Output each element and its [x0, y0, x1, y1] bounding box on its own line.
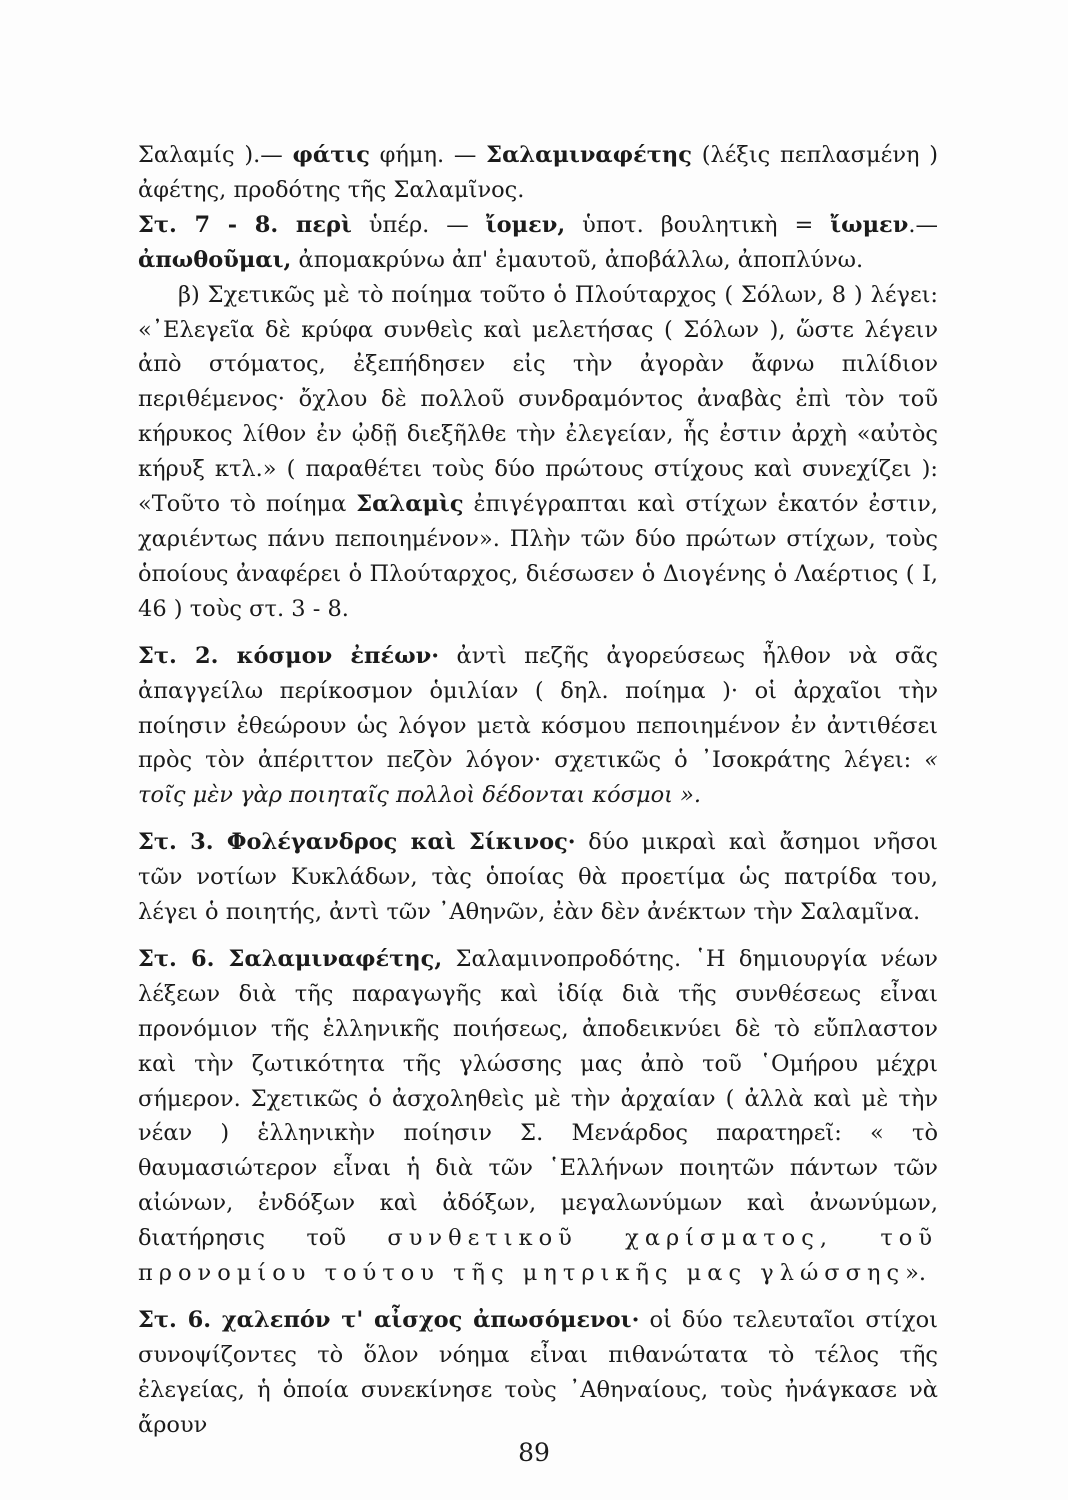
- paragraph-plutarch-note: [138, 278, 938, 627]
- bold-lemma: φάτις: [292, 142, 370, 168]
- text-run: ἀπομακρύνω ἀπ' ἐμαυτοῦ, ἀποβάλλω, ἀποπλύνω.: [291, 246, 864, 273]
- text-run: (λέξις πεπλασμένη ) ἀφέτης, προδότης τῆς Σαλαμῖνος.: [138, 142, 938, 203]
- bold-lemma: Σαλαμιναφέτης: [486, 142, 692, 168]
- italic-quote: « τοῖς μὲν γὰρ ποιηταῖς πολλοὶ δέδονται κόσμοι ».: [138, 747, 938, 809]
- bold-lemma: Στ. 6. Σαλαμιναφέτης,: [138, 945, 443, 972]
- bold-lemma: Στ. 7 - 8. περὶ: [138, 211, 352, 238]
- text-run: ὑποτ. βουλητικὴ =: [565, 211, 831, 238]
- paragraph-glossary-salamis: [138, 138, 938, 208]
- text-run: οἱ δύο τελευταῖοι στίχοι συνοψίζοντες τὸ ὅλον νόημα εἶναι πιθανώτατα τὸ τέλος τῆς ἐλεγείας, ἡ ὁποία συνεκίνησε τοὺς ᾿Αθηναίους, τοὺς ἠνάγκασε νὰ ἄρουν: [138, 1307, 938, 1438]
- text-run: Σαλαμινοπροδότης. ῾Η δημιουργία νέων λέξεων διὰ τῆς παραγωγῆς καὶ ἰδίᾳ διὰ τῆς συνθέσεως εἶναι προνόμιον τῆς ἑλληνικῆς ποιήσεως, ἀποδεικνύει δὲ τὸ εὔπλαστον καὶ τὴν ζωτικότητα τῆς γλώσσης μας ἀπὸ τοῦ ῾Ομήρου μέχρι σήμερον. Σχετικῶς ὁ ἀσχοληθεὶς μὲ τὴν ἀρχαίαν ( ἀλλὰ καὶ μὲ τὴν νέαν ) ἑλληνικὴν ποίησιν Σ. Μενάρδος παρατηρεῖ: « τὸ θαυμασιώτερον εἶναι ἡ διὰ τῶν ῾Ελλήνων ποιητῶν πάντων τῶν αἰώνων, ἐνδόξων καὶ ἀδόξων, μεγαλωνύμων καὶ ἀνωνύμων, διατήρησις τοῦ: [138, 945, 938, 1252]
- text-run: Σαλαμίς ).—: [138, 142, 293, 168]
- text-run: β) Σχετικῶς μὲ τὸ ποίημα τοῦτο ὁ Πλούταρχος ( Σόλων, 8 ) λέγει: «᾿Ελεγεῖα δὲ κρύφα συνθεὶς καὶ μελετήσας ( Σόλων ), ὥστε λέγειν ἀπὸ στόματος, ἐξεπήδησεν εἰς τὴν ἀγορὰν ἄφνω πιλίδιον περιθέμενος· ὄχλου δὲ πολλοῦ συνδραμόντος ἀναβὰς ἐπὶ τὸν τοῦ κήρυκος λίθον ἐν ᾠδῇ διεξῆλθε τὴν ἐλεγείαν, ἧς ἐστιν ἀρχὴ «αὐτὸς κήρυξ κτλ.» ( παραθέτει τοὺς δύο πρώτους στίχους καὶ συνεχίζει ): «Τοῦτο τὸ ποίημα: [138, 281, 938, 518]
- paragraph-verse-3: [138, 825, 938, 930]
- text-run: ».: [905, 1260, 927, 1287]
- bold-lemma: Σαλαμὶς: [356, 491, 464, 518]
- page-number: 89: [518, 1438, 550, 1467]
- commentary-text: [138, 138, 938, 1443]
- text-run: ἐπιγέγραπται καὶ στίχων ἑκατόν ἐστιν, χαριέντως πάνυ πεποιημένον». Πλὴν τῶν δύο πρώτων στίχων, τοὺς ὁποίους ἀναφέρει ὁ Πλούταρχος, διέσωσεν ὁ Διογένης ὁ Λαέρτιος ( Ι, 46 ) τοὺς στ. 3 - 8.: [138, 491, 938, 622]
- text-run: φήμη. —: [369, 142, 487, 168]
- bold-lemma: Στ. 2. κόσμον ἐπέων·: [138, 642, 440, 669]
- spaced-emphasis: συνθετικοῦ χαρίσματος, τοῦ προνομίου τούτου τῆς μητρικῆς μας γλώσσης: [138, 1225, 938, 1287]
- paragraph-verse-2: [138, 639, 938, 814]
- bold-lemma: Στ. 3. Φολέγανδρος καὶ Σίκινος·: [138, 829, 576, 856]
- bold-lemma: ἴωμεν: [830, 211, 909, 238]
- bold-lemma: Στ. 6. χαλεπόν τ' αἶσχος ἀπωσόμενοι·: [138, 1307, 640, 1333]
- bold-lemma: ἴομεν,: [485, 211, 566, 238]
- text-run: δύο μικραὶ καὶ ἄσημοι νῆσοι τῶν νοτίων Κυκλάδων, τὰς ὁποίας θὰ προετίμα ὡς πατρίδα του, λέγει ὁ ποιητής, ἀντὶ τῶν ᾿Αθηνῶν, ἐὰν δὲν ἀνέκτων τὴν Σαλαμῖνα.: [138, 829, 938, 926]
- paragraph-verses-7-8: [138, 208, 938, 278]
- text-run: .—: [908, 211, 938, 238]
- paragraph-verse-6-salaminafetes: [138, 942, 938, 1291]
- paragraph-verse-6-chalepon: [138, 1303, 938, 1443]
- text-run: ἀντὶ πεζῆς ἀγορεύσεως ἦλθον νὰ σᾶς ἀπαγγείλω περίκοσμον ὁμιλίαν ( δηλ. ποίημα )· οἱ ἀρχαῖοι τὴν ποίησιν ἐθεώρουν ὡς λόγον μετὰ κόσμου πεποιημένον ἐν ἀντιθέσει πρὸς τὸν ἀπέριττον πεζὸν λόγον· σχετικῶς ὁ ᾿Ισοκράτης λέγει:: [138, 642, 938, 774]
- text-run: ὑπέρ. —: [351, 211, 486, 238]
- bold-lemma: ἀπωθοῦμαι,: [138, 246, 292, 273]
